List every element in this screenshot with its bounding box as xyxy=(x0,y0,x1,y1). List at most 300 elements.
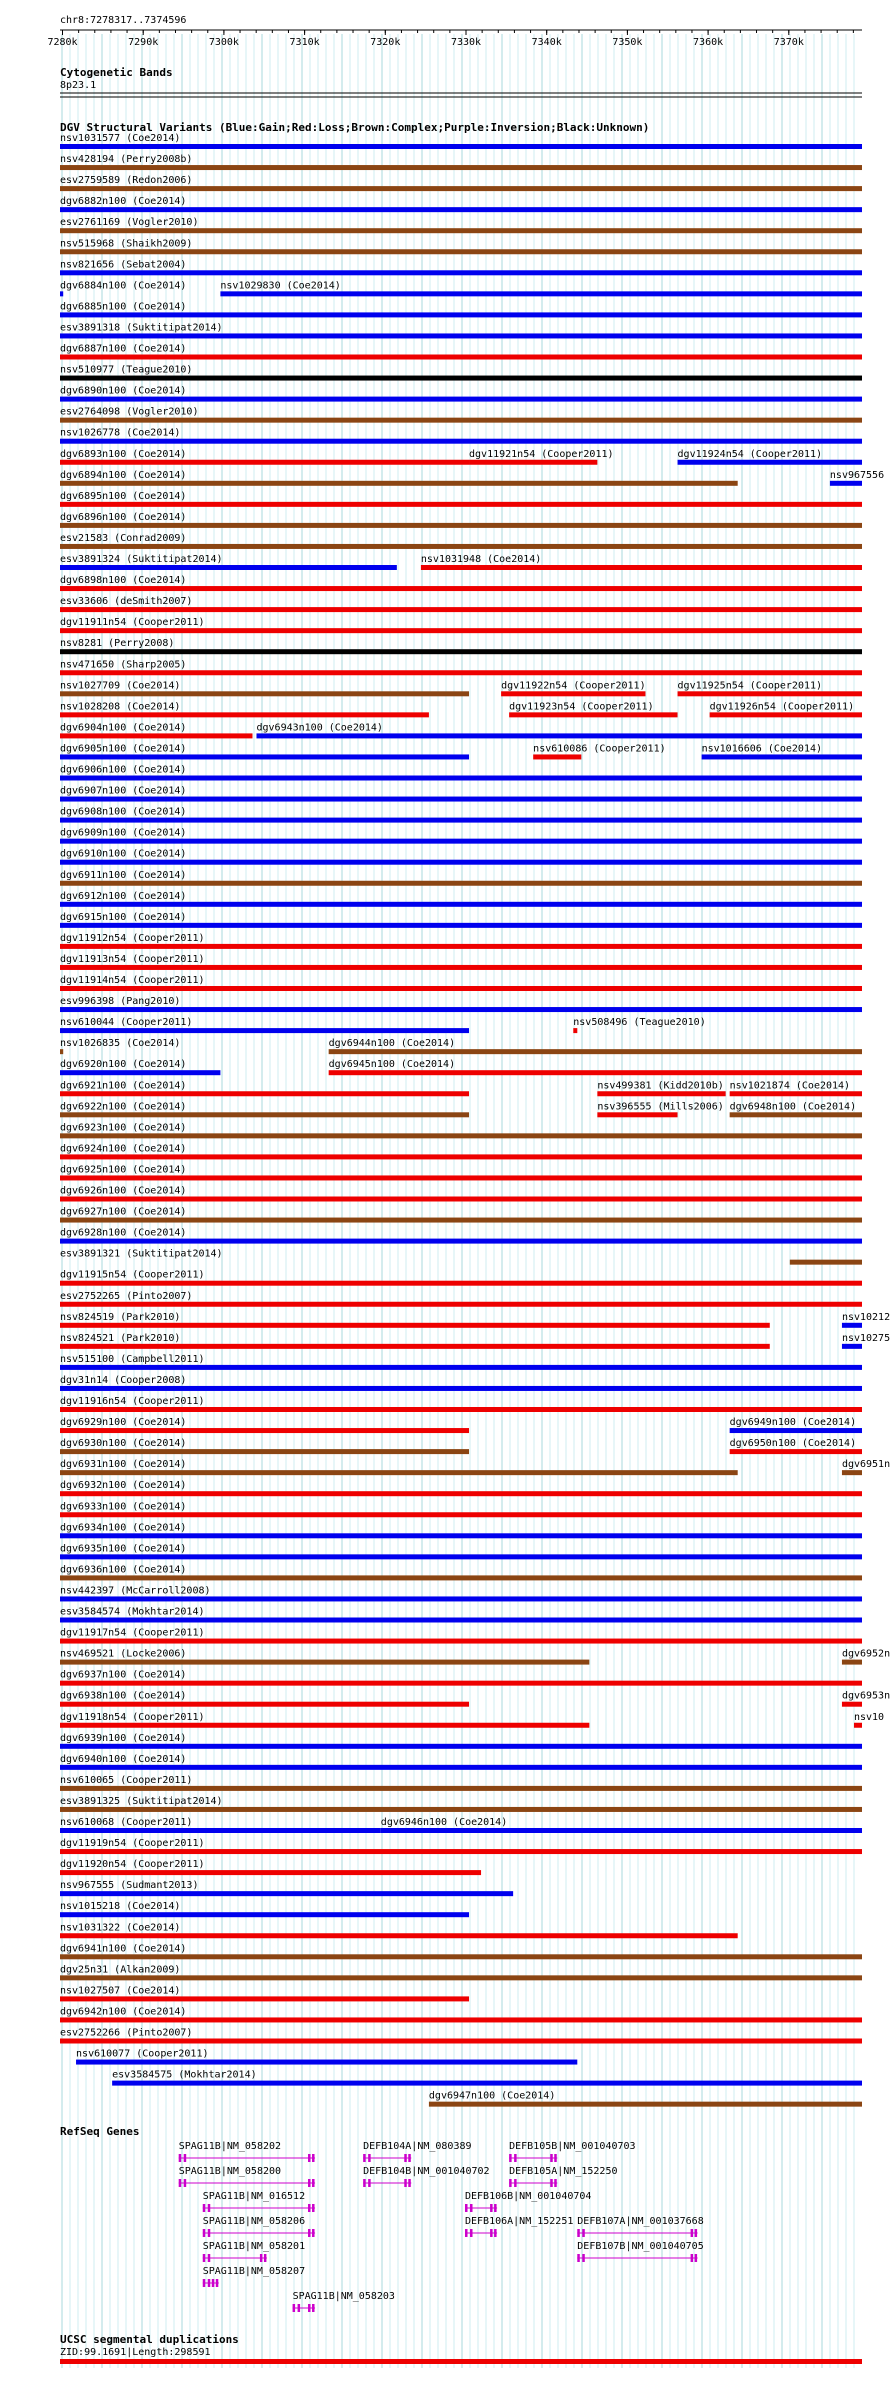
variant-label: dgv6898n100 (Coe2014) xyxy=(60,575,187,587)
variant-label: nsv824521 (Park2010) xyxy=(60,1332,181,1344)
variant-bar[interactable] xyxy=(60,776,862,781)
variant-bar[interactable] xyxy=(854,1723,862,1728)
variant-bar[interactable] xyxy=(60,523,862,528)
variant-label: dgv6946n100 (Coe2014) xyxy=(380,1817,508,1828)
variant-bar[interactable] xyxy=(60,670,862,675)
variant-bar[interactable] xyxy=(469,460,597,465)
variant-bar[interactable] xyxy=(842,1702,862,1707)
variant-label: nsv610077 (Cooper2011) xyxy=(76,2048,209,2060)
variant-label: nsv1031322 (Coe2014) xyxy=(60,1922,181,1934)
variant-bar[interactable] xyxy=(730,1112,862,1117)
variant-label: nsv1016606 (Coe2014) xyxy=(701,743,823,755)
variant-bar[interactable] xyxy=(573,1028,577,1033)
variant-bar[interactable] xyxy=(112,2081,862,2086)
gene-exon[interactable] xyxy=(179,2154,182,2162)
variant-label: nsv508496 (Teague2010) xyxy=(573,1017,706,1029)
variant-label: dgv6952n xyxy=(841,1648,890,1660)
gene-exon[interactable] xyxy=(509,2154,512,2162)
gene-exon[interactable] xyxy=(465,2204,468,2212)
variant-bar[interactable] xyxy=(60,1133,862,1138)
variant-bar[interactable] xyxy=(60,1218,862,1223)
variant-label: dgv6926n100 (Coe2014) xyxy=(60,1185,187,1197)
gene-exon[interactable] xyxy=(408,2179,411,2187)
variant-bar[interactable] xyxy=(60,902,862,907)
variant-bar[interactable] xyxy=(60,165,862,170)
gene-label: DEFB107A|NM_001037668 xyxy=(577,2216,704,2227)
variant-label: dgv6904n100 (Coe2014) xyxy=(60,722,187,734)
variant-bar[interactable] xyxy=(60,418,862,423)
variant-bar[interactable] xyxy=(60,1744,862,1749)
gene-exon[interactable] xyxy=(404,2179,407,2187)
variant-bar[interactable] xyxy=(60,1723,589,1728)
variant-bar[interactable] xyxy=(60,754,469,759)
variant-bar[interactable] xyxy=(60,439,862,444)
variant-label: dgv6896n100 (Coe2014) xyxy=(60,511,187,523)
variant-bar[interactable] xyxy=(60,1007,862,1012)
gene-exon[interactable] xyxy=(550,2179,553,2187)
gene-exon[interactable] xyxy=(179,2179,182,2187)
gene-exon[interactable] xyxy=(550,2154,553,2162)
variant-label: dgv6895n100 (Coe2014) xyxy=(60,490,187,502)
variant-label: dgv6930n100 (Coe2014) xyxy=(60,1438,187,1450)
variant-label: dgv6948n100 (Coe2014) xyxy=(729,1101,857,1113)
variant-bar[interactable] xyxy=(501,691,645,696)
gene-label: DEFB104A|NM_080389 xyxy=(363,2141,472,2152)
variant-bar[interactable] xyxy=(60,1891,513,1896)
variant-label: nsv610065 (Cooper2011) xyxy=(60,1774,193,1786)
variant-label: dgv6937n100 (Coe2014) xyxy=(60,1669,187,1681)
variant-label: dgv6939n100 (Coe2014) xyxy=(60,1732,187,1744)
variant-label: esv2752266 (Pinto2007) xyxy=(60,2027,193,2039)
gene-exon[interactable] xyxy=(554,2179,557,2187)
variant-label: esv2761169 (Vogler2010) xyxy=(60,217,199,229)
variant-bar[interactable] xyxy=(421,565,862,570)
variant-bar[interactable] xyxy=(60,839,862,844)
variant-label: dgv11915n54 (Cooper2011) xyxy=(60,1269,205,1281)
variant-label: dgv6887n100 (Coe2014) xyxy=(60,343,187,355)
variant-bar[interactable] xyxy=(60,691,469,696)
coordinate-ruler xyxy=(47,30,862,48)
variant-label: nsv967556 xyxy=(829,469,885,481)
variant-label: nsv610086 (Cooper2011) xyxy=(533,743,666,755)
gene-label: SPAG11B|NM_016512 xyxy=(202,2191,306,2202)
variant-bar[interactable] xyxy=(60,565,397,570)
variant-bar[interactable] xyxy=(60,1239,862,1244)
gene-exon[interactable] xyxy=(363,2179,366,2187)
variant-bar[interactable] xyxy=(60,1870,481,1875)
variant-bar[interactable] xyxy=(60,228,862,233)
variant-label: dgv25n31 (Alkan2009) xyxy=(60,1964,181,1976)
variant-label: dgv6936n100 (Coe2014) xyxy=(60,1564,187,1576)
gene-exon[interactable] xyxy=(312,2304,315,2312)
variant-bar[interactable] xyxy=(60,1428,469,1433)
variant-label: nsv499381 (Kidd2010b) xyxy=(597,1080,724,1092)
variant-bar[interactable] xyxy=(256,733,862,738)
variant-label: dgv6943n100 (Coe2014) xyxy=(256,722,383,734)
variant-label: dgv6947n100 (Coe2014) xyxy=(428,2090,556,2102)
gene-exon[interactable] xyxy=(368,2179,371,2187)
variant-bar[interactable] xyxy=(60,860,862,865)
variant-bar[interactable] xyxy=(60,1554,862,1559)
variant-bar[interactable] xyxy=(60,733,252,738)
variant-label: dgv11917n54 (Cooper2011) xyxy=(60,1627,205,1639)
variant-bar[interactable] xyxy=(60,1407,862,1412)
gene-label: DEFB105B|NM_001040703 xyxy=(509,2141,636,2152)
gene-exon[interactable] xyxy=(184,2179,187,2187)
variant-bar[interactable] xyxy=(60,712,429,717)
variant-bar[interactable] xyxy=(60,144,862,149)
variant-bar[interactable] xyxy=(710,712,862,717)
cytogenetic-bands-title: Cytogenetic Bands xyxy=(60,66,173,79)
gene-exon[interactable] xyxy=(208,2204,211,2212)
gene-exon[interactable] xyxy=(514,2179,517,2187)
variant-bar[interactable] xyxy=(60,270,862,275)
gene-exon[interactable] xyxy=(470,2229,473,2237)
variant-label: dgv6882n100 (Coe2014) xyxy=(60,196,187,208)
dgv-track-title: DGV Structural Variants (Blue:Gain;Red:Loss;Brown:Complex;Purple:Inversion;Black:Unknown) xyxy=(60,121,650,134)
variant-bar[interactable] xyxy=(597,1112,677,1117)
gene-exon[interactable] xyxy=(582,2229,585,2237)
variant-bar[interactable] xyxy=(60,1112,469,1117)
variant-bar[interactable] xyxy=(76,2060,577,2065)
gene-exon[interactable] xyxy=(408,2154,411,2162)
variant-bar[interactable] xyxy=(730,1449,862,1454)
variant-label: dgv6925n100 (Coe2014) xyxy=(60,1164,187,1176)
variant-label: nsv510977 (Teague2010) xyxy=(60,364,193,376)
variant-bar[interactable] xyxy=(60,944,862,949)
variant-label: nsv442397 (McCarroll2008) xyxy=(60,1585,211,1597)
ruler-tick-label: 7340k xyxy=(531,37,562,48)
variant-bar[interactable] xyxy=(60,1996,469,2001)
variant-label: nsv1027507 (Coe2014) xyxy=(60,1985,181,1997)
variant-bar[interactable] xyxy=(60,1954,862,1959)
variant-bar[interactable] xyxy=(60,1533,862,1538)
variant-bar[interactable] xyxy=(60,1639,862,1644)
variant-bar[interactable] xyxy=(60,1765,862,1770)
variant-label: esv3584574 (Mokhtar2014) xyxy=(60,1606,205,1618)
gene-label: SPAG11B|NM_058202 xyxy=(178,2141,282,2152)
gene-exon[interactable] xyxy=(470,2204,473,2212)
variant-label: esv2764098 (Vogler2010) xyxy=(60,406,199,418)
variant-label: nsv1031577 (Coe2014) xyxy=(60,133,181,144)
variant-label: dgv6934n100 (Coe2014) xyxy=(60,1522,187,1534)
variant-bar[interactable] xyxy=(60,186,862,191)
variant-bar[interactable] xyxy=(60,1154,862,1159)
variant-label: nsv821656 (Sebat2004) xyxy=(60,259,187,271)
variant-label: nsv10 xyxy=(853,1711,885,1723)
variant-bar[interactable] xyxy=(60,1596,862,1601)
ruler-tick-label: 7370k xyxy=(773,37,804,48)
gene-exon[interactable] xyxy=(203,2229,206,2237)
variant-label: nsv471650 (Sharp2005) xyxy=(60,659,187,671)
variant-label: dgv6912n100 (Coe2014) xyxy=(60,890,187,902)
variant-bar[interactable] xyxy=(60,965,862,970)
variant-label: esv3891324 (Suktitipat2014) xyxy=(60,554,223,565)
variant-bar[interactable] xyxy=(60,460,469,465)
variant-bar[interactable] xyxy=(790,1260,862,1265)
variant-label: dgv6941n100 (Coe2014) xyxy=(60,1943,187,1955)
gene-exon[interactable] xyxy=(203,2204,206,2212)
variant-label: dgv6940n100 (Coe2014) xyxy=(60,1753,187,1765)
gene-exon[interactable] xyxy=(691,2254,694,2262)
gene-label: DEFB106B|NM_001040704 xyxy=(465,2191,592,2202)
gene-exon[interactable] xyxy=(308,2204,311,2212)
variant-label: nsv1026778 (Coe2014) xyxy=(60,427,181,439)
variant-bar[interactable] xyxy=(60,1491,862,1496)
variant-label: nsv1026835 (Coe2014) xyxy=(60,1038,181,1050)
gene-exon[interactable] xyxy=(312,2179,315,2187)
variant-label: nsv1015218 (Coe2014) xyxy=(60,1901,181,1913)
gene-exon[interactable] xyxy=(308,2304,311,2312)
variant-label: dgv11912n54 (Cooper2011) xyxy=(60,932,205,944)
variant-bar[interactable] xyxy=(60,1828,381,1833)
gene-exon[interactable] xyxy=(184,2154,187,2162)
gene-exon[interactable] xyxy=(298,2304,301,2312)
variant-bar[interactable] xyxy=(842,1344,862,1349)
gene-exon[interactable] xyxy=(695,2254,698,2262)
variant-bar[interactable] xyxy=(730,1091,862,1096)
variant-bar[interactable] xyxy=(842,1323,862,1328)
gene-exon[interactable] xyxy=(308,2179,311,2187)
variant-bar[interactable] xyxy=(597,1091,725,1096)
variant-label: dgv6915n100 (Coe2014) xyxy=(60,911,187,923)
variant-bar[interactable] xyxy=(60,1070,220,1075)
cytoband-label: 8p23.1 xyxy=(60,80,97,91)
ruler-tick-label: 7280k xyxy=(47,37,78,48)
gene-exon[interactable] xyxy=(494,2229,497,2237)
gene-exon[interactable] xyxy=(582,2254,585,2262)
variant-label: dgv11914n54 (Cooper2011) xyxy=(60,975,205,986)
gene-exon[interactable] xyxy=(312,2154,315,2162)
gene-exon[interactable] xyxy=(312,2204,315,2212)
variant-bar[interactable] xyxy=(60,1323,770,1328)
variant-bar[interactable] xyxy=(60,376,862,381)
variant-label: dgv6927n100 (Coe2014) xyxy=(60,1206,187,1218)
variant-label: dgv11911n54 (Cooper2011) xyxy=(60,617,205,629)
gene-label: SPAG11B|NM_058203 xyxy=(292,2291,395,2302)
variant-bar[interactable] xyxy=(60,481,738,486)
variant-bar[interactable] xyxy=(60,502,862,507)
variant-label: esv21583 (Conrad2009) xyxy=(60,532,187,544)
variant-bar[interactable] xyxy=(702,754,862,759)
variant-label: nsv469521 (Locke2006) xyxy=(60,1648,187,1660)
gene-label: SPAG11B|NM_058206 xyxy=(202,2216,306,2227)
variant-bar[interactable] xyxy=(60,333,862,338)
variant-label: esv996398 (Pang2010) xyxy=(60,996,181,1008)
variant-label: dgv11913n54 (Cooper2011) xyxy=(60,953,205,965)
variant-label: dgv11926n54 (Cooper2011) xyxy=(709,701,855,713)
gene-label: DEFB104B|NM_001040702 xyxy=(363,2166,490,2177)
variant-bar[interactable] xyxy=(60,649,862,654)
variant-bar[interactable] xyxy=(60,355,862,360)
variant-label: nsv610068 (Cooper2011) xyxy=(60,1817,193,1828)
gene-exon[interactable] xyxy=(509,2179,512,2187)
variant-bar[interactable] xyxy=(60,1512,862,1517)
gene-label: DEFB106A|NM_152251 xyxy=(465,2216,574,2227)
variant-bar[interactable] xyxy=(60,1281,862,1286)
variant-bar[interactable] xyxy=(60,797,862,802)
variant-bar[interactable] xyxy=(60,986,862,991)
gene-label: SPAG11B|NM_058200 xyxy=(178,2166,282,2177)
gene-exon[interactable] xyxy=(208,2279,211,2287)
variant-bar[interactable] xyxy=(730,1428,862,1433)
variant-label: nsv1029830 (Coe2014) xyxy=(220,280,341,292)
variant-label: esv33606 (deSmith2007) xyxy=(60,596,193,608)
variant-bar[interactable] xyxy=(60,881,862,886)
variant-label: dgv11924n54 (Cooper2011) xyxy=(677,448,823,460)
gene-exon[interactable] xyxy=(404,2154,407,2162)
variant-bar[interactable] xyxy=(60,1449,469,1454)
variant-bar[interactable] xyxy=(429,2102,862,2107)
gene-exon[interactable] xyxy=(368,2154,371,2162)
gene-exon[interactable] xyxy=(312,2229,315,2237)
variant-bar[interactable] xyxy=(830,481,862,486)
variant-label: dgv6884n100 (Coe2014) xyxy=(60,280,187,292)
variant-label: dgv6890n100 (Coe2014) xyxy=(60,385,187,397)
variant-label: dgv6928n100 (Coe2014) xyxy=(60,1227,187,1239)
variant-label: dgv6909n100 (Coe2014) xyxy=(60,827,187,839)
variant-bar[interactable] xyxy=(60,291,63,296)
gene-exon[interactable] xyxy=(208,2229,211,2237)
variant-label: dgv6910n100 (Coe2014) xyxy=(60,848,187,860)
gene-exon[interactable] xyxy=(260,2254,263,2262)
variant-bar[interactable] xyxy=(60,818,862,823)
gene-exon[interactable] xyxy=(308,2229,311,2237)
variant-label: esv3891325 (Suktitipat2014) xyxy=(60,1795,223,1807)
variant-bar[interactable] xyxy=(60,2017,862,2022)
gene-exon[interactable] xyxy=(208,2254,211,2262)
ruler-tick-label: 7360k xyxy=(693,37,724,48)
variant-bar[interactable] xyxy=(60,1912,469,1917)
gene-exon[interactable] xyxy=(293,2304,296,2312)
variant-bar[interactable] xyxy=(60,923,862,928)
variant-bar[interactable] xyxy=(60,1702,469,1707)
variant-bar[interactable] xyxy=(678,460,862,465)
ruler-tick-label: 7330k xyxy=(450,37,482,48)
gene-exon[interactable] xyxy=(490,2229,493,2237)
variant-bar[interactable] xyxy=(60,207,862,212)
gene-exon[interactable] xyxy=(577,2254,580,2262)
gene-label: DEFB105A|NM_152250 xyxy=(509,2166,618,2177)
ruler-tick-label: 7290k xyxy=(128,37,159,48)
variant-bar[interactable] xyxy=(60,1933,738,1938)
variant-bar[interactable] xyxy=(678,691,862,696)
variant-bar[interactable] xyxy=(60,586,862,591)
variant-label: nsv1031948 (Coe2014) xyxy=(420,554,542,565)
variant-label: dgv6935n100 (Coe2014) xyxy=(60,1543,187,1555)
gene-exon[interactable] xyxy=(203,2254,206,2262)
variant-bar[interactable] xyxy=(509,712,677,717)
variant-label: dgv31n14 (Cooper2008) xyxy=(60,1374,187,1386)
variant-label: dgv6920n100 (Coe2014) xyxy=(60,1059,187,1071)
variant-bar[interactable] xyxy=(60,249,862,254)
variant-bar[interactable] xyxy=(60,1091,469,1096)
gene-exon[interactable] xyxy=(212,2279,215,2287)
variant-bar[interactable] xyxy=(60,2039,862,2044)
variant-label: esv3891321 (Suktitipat2014) xyxy=(60,1248,223,1260)
gene-label: SPAG11B|NM_058207 xyxy=(202,2266,306,2277)
gene-exon[interactable] xyxy=(554,2154,557,2162)
variant-bar[interactable] xyxy=(60,1849,862,1854)
variant-bar[interactable] xyxy=(60,544,862,549)
gene-exon[interactable] xyxy=(577,2229,580,2237)
variant-bar[interactable] xyxy=(60,1302,862,1307)
variant-label: nsv1021874 (Coe2014) xyxy=(729,1080,851,1092)
variant-label: dgv6942n100 (Coe2014) xyxy=(60,2006,187,2018)
variant-label: dgv11918n54 (Cooper2011) xyxy=(60,1711,205,1723)
variant-label: dgv6933n100 (Coe2014) xyxy=(60,1501,187,1513)
variant-bar[interactable] xyxy=(60,397,862,402)
gene-exon[interactable] xyxy=(216,2279,219,2287)
variant-bar[interactable] xyxy=(533,754,581,759)
variant-bar[interactable] xyxy=(329,1070,862,1075)
variant-bar[interactable] xyxy=(60,312,862,317)
variant-label: dgv6945n100 (Coe2014) xyxy=(328,1059,456,1071)
gene-exon[interactable] xyxy=(308,2154,311,2162)
variant-bar[interactable] xyxy=(60,1660,589,1665)
segdup-track-title: UCSC segmental duplications xyxy=(60,2333,239,2346)
position-label: chr8:7278317..7374596 xyxy=(60,15,187,26)
variant-bar[interactable] xyxy=(60,1975,862,1980)
variant-bar[interactable] xyxy=(60,1618,862,1623)
ruler-tick-label: 7300k xyxy=(208,37,239,48)
gene-exon[interactable] xyxy=(203,2279,206,2287)
variant-bar[interactable] xyxy=(60,1049,63,1054)
gene-exon[interactable] xyxy=(363,2154,366,2162)
variant-bar[interactable] xyxy=(60,1575,862,1580)
variant-label: dgv6923n100 (Coe2014) xyxy=(60,1122,187,1134)
variant-bar[interactable] xyxy=(60,607,862,612)
variant-bar[interactable] xyxy=(60,1470,738,1475)
variant-bar[interactable] xyxy=(60,1197,862,1202)
variant-label: dgv11919n54 (Cooper2011) xyxy=(60,1838,205,1850)
variant-bar[interactable] xyxy=(60,1786,862,1791)
variant-bar[interactable] xyxy=(60,1344,770,1349)
variant-bar[interactable] xyxy=(60,1386,862,1391)
variant-label: dgv11920n54 (Cooper2011) xyxy=(60,1859,205,1871)
variant-label: esv2752265 (Pinto2007) xyxy=(60,1290,193,1302)
gene-exon[interactable] xyxy=(695,2229,698,2237)
segdup-bar[interactable] xyxy=(60,2359,862,2364)
variant-label: dgv11916n54 (Cooper2011) xyxy=(60,1396,205,1407)
variant-bar[interactable] xyxy=(842,1660,862,1665)
gene-exon[interactable] xyxy=(465,2229,468,2237)
variant-label: nsv515968 (Shaikh2009) xyxy=(60,238,193,250)
variant-label: dgv6907n100 (Coe2014) xyxy=(60,785,187,797)
variant-bar[interactable] xyxy=(220,291,862,296)
variant-label: dgv6949n100 (Coe2014) xyxy=(729,1417,857,1429)
variant-bar[interactable] xyxy=(842,1470,862,1475)
gene-exon[interactable] xyxy=(691,2229,694,2237)
variant-bar[interactable] xyxy=(60,1681,862,1686)
variant-bar[interactable] xyxy=(329,1049,862,1054)
variant-label: nsv396555 (Mills2006) xyxy=(597,1101,724,1113)
gene-exon[interactable] xyxy=(264,2254,267,2262)
variant-bar[interactable] xyxy=(381,1828,862,1833)
variant-bar[interactable] xyxy=(60,628,862,633)
variant-bar[interactable] xyxy=(60,1028,469,1033)
variant-bar[interactable] xyxy=(60,1175,862,1180)
variant-label: dgv6921n100 (Coe2014) xyxy=(60,1080,187,1092)
ruler-tick-label: 7310k xyxy=(289,37,320,48)
variant-label: nsv1027709 (Coe2014) xyxy=(60,680,181,692)
gene-exon[interactable] xyxy=(494,2204,497,2212)
variant-label: nsv1028208 (Coe2014) xyxy=(60,701,181,713)
gene-exon[interactable] xyxy=(490,2204,493,2212)
gene-exon[interactable] xyxy=(514,2154,517,2162)
variant-bar[interactable] xyxy=(60,1807,862,1812)
variant-bar[interactable] xyxy=(60,1365,862,1370)
